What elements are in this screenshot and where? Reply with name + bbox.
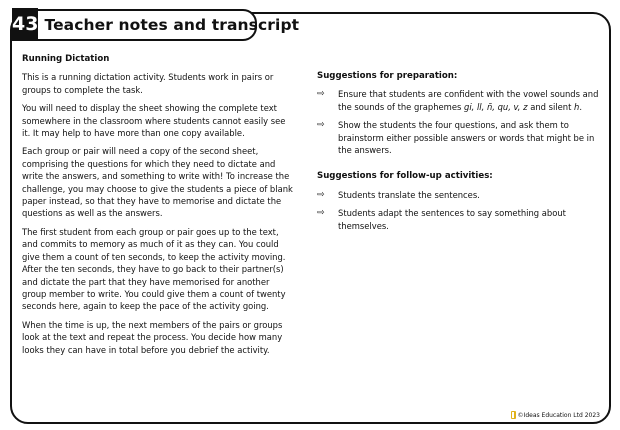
preparation-heading: Suggestions for preparation: <box>317 71 458 81</box>
arrow-icon: ⇨ <box>317 208 325 219</box>
followup-heading: Suggestions for follow-up activities: <box>317 171 493 182</box>
ideas-logo-icon <box>511 411 516 419</box>
list-item-text: Ensure that students are confident with the vowel sounds and the sounds of the graphemes gi, ll, ñ, qu, v, z and silent h. <box>338 89 599 112</box>
right-column <box>317 70 602 238</box>
arrow-icon: ⇨ <box>317 120 325 131</box>
paragraph: When the time is up, the next members of the pairs or groups look at the text and repeat the process. You decide how many looks they can have in total before you debrief the activity. <box>22 319 283 355</box>
followup-list <box>317 189 602 232</box>
silent-h: h <box>574 101 580 112</box>
title-tab <box>12 9 300 41</box>
list-item <box>317 119 602 156</box>
section-heading-running-dictation: Running Dictation <box>22 54 110 64</box>
list-item <box>317 189 602 201</box>
paragraph: The first student from each group or pair goes up to the text, and commits to memory as much of it as they can. You could give them a count of ten seconds, to keep the activity moving. After the ten seconds, they have to go back to their partner(s) and dictate the part that they have memorised for another group member to write. You could give them a count of twenty seconds here, again to keep the pace of the activity going. <box>22 226 286 312</box>
arrow-icon: ⇨ <box>317 189 325 200</box>
page-title: Teacher notes and transcript <box>44 16 300 34</box>
list-item <box>317 88 602 113</box>
preparation-list <box>317 88 602 156</box>
list-item-text: Show the students the four questions, and ask them to brainstorm either possible answers or words that might be in the answers. <box>338 120 595 156</box>
left-column <box>22 53 294 362</box>
footer <box>511 411 600 419</box>
list-item <box>317 207 602 232</box>
list-item-text: Students adapt the sentences to say something about themselves. <box>338 208 566 231</box>
paragraph: This is a running dictation activity. Students work in pairs or groups to complete the task. <box>22 72 274 95</box>
page-number-badge: 43 <box>12 8 38 40</box>
arrow-icon: ⇨ <box>317 89 325 100</box>
graphemes: gi, ll, ñ, qu, v, z <box>464 101 528 112</box>
paragraph: Each group or pair will need a copy of the second sheet, comprising the questions for which they need to dictate and write the answers, and something to write with! To increase the challenge, you may choose to give the students a piece of blank paper instead, so that they have to memorise and dictate the questions as well as the answers. <box>22 146 293 219</box>
copyright-text: ©Ideas Education Ltd 2023 <box>517 411 600 419</box>
list-item-text: Students translate the sentences. <box>338 189 480 200</box>
paragraph: You will need to display the sheet showing the complete text somewhere in the classroom where students cannot easily see it. It may help to have more than one copy available. <box>22 103 286 139</box>
